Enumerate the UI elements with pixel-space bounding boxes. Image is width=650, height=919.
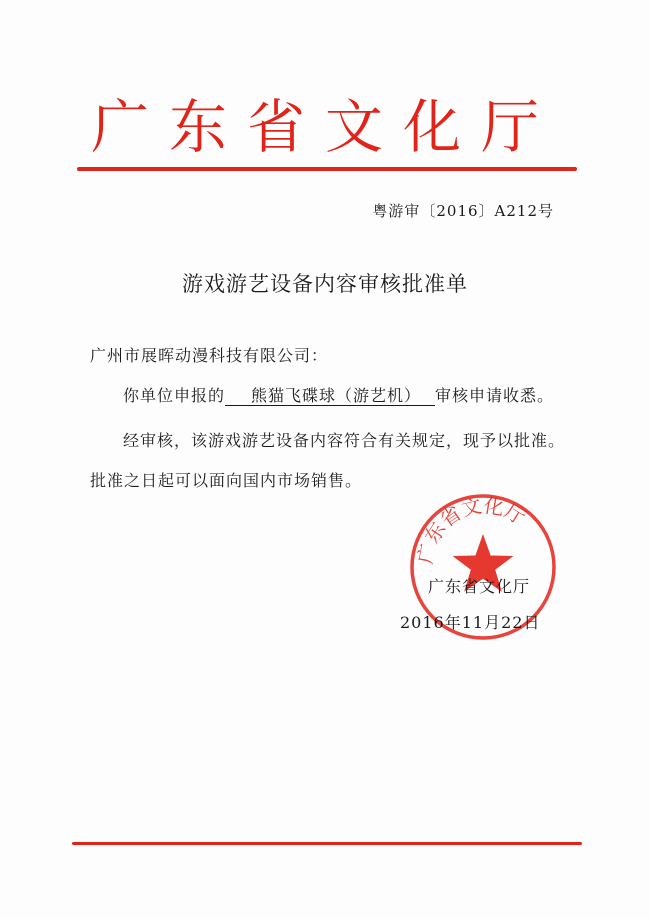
issue-date: 2016年11月22日	[400, 613, 541, 632]
footer-red-rule	[72, 842, 582, 845]
letterhead-title: 广东省文化厅	[90, 93, 559, 161]
document-title: 游戏游艺设备内容审核批准单	[182, 272, 468, 296]
paragraph-application	[123, 383, 554, 406]
paragraph-application-suffix: 审核申请收悉。	[435, 386, 555, 405]
document-number: 粤游审〔2016〕A212号	[372, 202, 554, 220]
addressee: 广州市展晖动漫科技有限公司：	[90, 346, 329, 365]
product-name: 熊猫飞碟球（游艺机）	[225, 387, 435, 406]
paragraph-approval: 经审核，该游戏游艺设备内容符合有关规定，现予以批准。批准之日起可以面向国内市场销售。	[90, 431, 566, 490]
letterhead-red-rule	[77, 167, 577, 171]
seal-arc-text	[413, 493, 530, 566]
paragraph-application-prefix: 你单位申报的	[123, 386, 226, 405]
signature-issuer: 广东省文化厅	[428, 577, 531, 596]
seal-arc-textpath: 广东省文化厅	[412, 493, 530, 566]
